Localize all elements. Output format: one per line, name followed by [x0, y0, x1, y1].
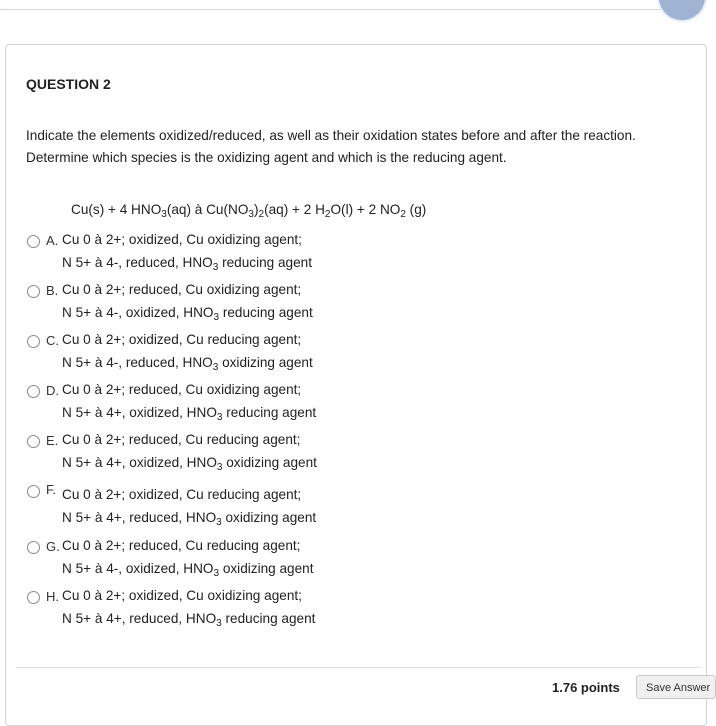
option-line-2 — [62, 305, 313, 323]
option-subscript: 3 — [212, 262, 219, 273]
option-subscript: 3 — [213, 568, 220, 579]
option-subscript: 3 — [216, 412, 223, 423]
answer-option-a[interactable] — [27, 232, 447, 276]
option-subscript: 3 — [216, 618, 222, 629]
radio-button[interactable] — [27, 435, 40, 448]
reaction-part: (aq) à Cu(NO — [166, 202, 249, 217]
radio-button[interactable] — [27, 485, 40, 498]
option-text: oxidizing agent — [222, 455, 317, 470]
reaction-part: Cu(s) + 4 HNO — [71, 202, 162, 217]
option-text: N 5+ à 4-, reduced, HNO — [62, 255, 213, 270]
reaction-equation — [71, 202, 427, 220]
reaction-subscript: 2 — [324, 209, 331, 220]
radio-button[interactable] — [27, 385, 40, 398]
option-line-2 — [62, 405, 317, 423]
reaction-subscript: 2 — [258, 209, 265, 220]
option-line-2 — [62, 355, 313, 373]
question-prompt — [26, 125, 692, 169]
option-letter: H. — [46, 589, 59, 604]
answer-option-e[interactable] — [27, 432, 447, 476]
radio-button[interactable] — [27, 285, 40, 298]
option-text: N 5+ à 4+, reduced, HNO — [62, 510, 217, 525]
option-text: N 5+ à 4+, oxidized, HNO — [62, 455, 217, 470]
option-text: N 5+ à 4-, oxidized, HNO — [62, 561, 214, 576]
radio-button[interactable] — [27, 335, 40, 348]
option-subscript: 3 — [213, 312, 220, 323]
reaction-subscript: 2 — [400, 209, 406, 220]
previous-question-card — [0, 0, 696, 10]
help-badge-icon[interactable] — [657, 0, 707, 22]
reaction-part: ) — [253, 202, 259, 217]
prompt-line-2: Determine which species is the oxidizing agent and which is the reducing agent. — [26, 150, 507, 165]
save-answer-button[interactable]: Save Answer — [636, 675, 716, 699]
radio-button[interactable] — [27, 235, 40, 248]
answer-option-g[interactable] — [27, 538, 447, 582]
option-line-2 — [62, 611, 316, 629]
reaction-part: (aq) + 2 H — [264, 202, 325, 217]
option-letter: C. — [46, 333, 59, 348]
option-letter: F. — [46, 482, 57, 497]
option-line-1: Cu 0 à 2+; reduced, Cu oxidizing agent; — [62, 282, 302, 297]
option-text: reducing agent — [222, 405, 317, 420]
option-text: N 5+ à 4-, oxidized, HNO — [62, 305, 214, 320]
option-line-1: Cu 0 à 2+; reduced, Cu reducing agent; — [62, 538, 301, 553]
option-letter: D. — [46, 383, 59, 398]
points-label: 1.76 points — [552, 680, 620, 695]
option-text: N 5+ à 4+, oxidized, HNO — [62, 405, 217, 420]
radio-button[interactable] — [27, 541, 40, 554]
option-line-2 — [62, 255, 313, 273]
option-text: oxidizing agent — [219, 561, 314, 576]
footer-divider — [16, 667, 700, 668]
option-text: reducing agent — [221, 611, 316, 626]
answer-option-c[interactable] — [27, 332, 447, 376]
option-subscript: 3 — [216, 462, 223, 473]
reaction-subscript: 3 — [161, 209, 167, 220]
option-letter: G. — [46, 539, 60, 554]
option-text: N 5+ à 4+, reduced, HNO — [62, 611, 217, 626]
option-line-1: Cu 0 à 2+; oxidized, Cu oxidizing agent; — [62, 232, 302, 247]
reaction-part: (g) — [405, 202, 427, 217]
option-line-2 — [62, 455, 317, 473]
option-text: oxidizing agent — [221, 510, 317, 525]
option-letter: E. — [46, 433, 59, 448]
question-title: QUESTION 2 — [26, 76, 111, 92]
option-subscript: 3 — [212, 362, 219, 373]
option-line-2 — [62, 561, 314, 579]
option-line-2 — [62, 510, 317, 528]
option-letter: B. — [46, 283, 59, 298]
option-line-1: Cu 0 à 2+; oxidized, Cu reducing agent; — [62, 487, 302, 502]
option-text: N 5+ à 4-, reduced, HNO — [62, 355, 213, 370]
option-line-1: Cu 0 à 2+; oxidized, Cu oxidizing agent; — [62, 588, 302, 603]
answer-option-h[interactable] — [27, 588, 447, 632]
reaction-subscript: 3 — [248, 209, 254, 220]
answer-option-b[interactable] — [27, 282, 447, 326]
option-letter: A. — [46, 233, 59, 248]
answer-option-d[interactable] — [27, 382, 447, 426]
option-line-1: Cu 0 à 2+; oxidized, Cu reducing agent; — [62, 332, 302, 347]
radio-button[interactable] — [27, 591, 40, 604]
reaction-part: O(l) + 2 NO — [330, 202, 401, 217]
option-line-1: Cu 0 à 2+; reduced, Cu oxidizing agent; — [62, 382, 302, 397]
answer-option-f[interactable] — [27, 482, 447, 531]
option-text: reducing agent — [219, 305, 313, 320]
prompt-line-1: Indicate the elements oxidized/reduced, as well as their oxidation states before and after the reaction. — [26, 128, 636, 143]
option-line-1: Cu 0 à 2+; reduced, Cu reducing agent; — [62, 432, 301, 447]
option-subscript: 3 — [216, 517, 222, 528]
option-text: oxidizing agent — [218, 355, 313, 370]
option-text: reducing agent — [218, 255, 313, 270]
